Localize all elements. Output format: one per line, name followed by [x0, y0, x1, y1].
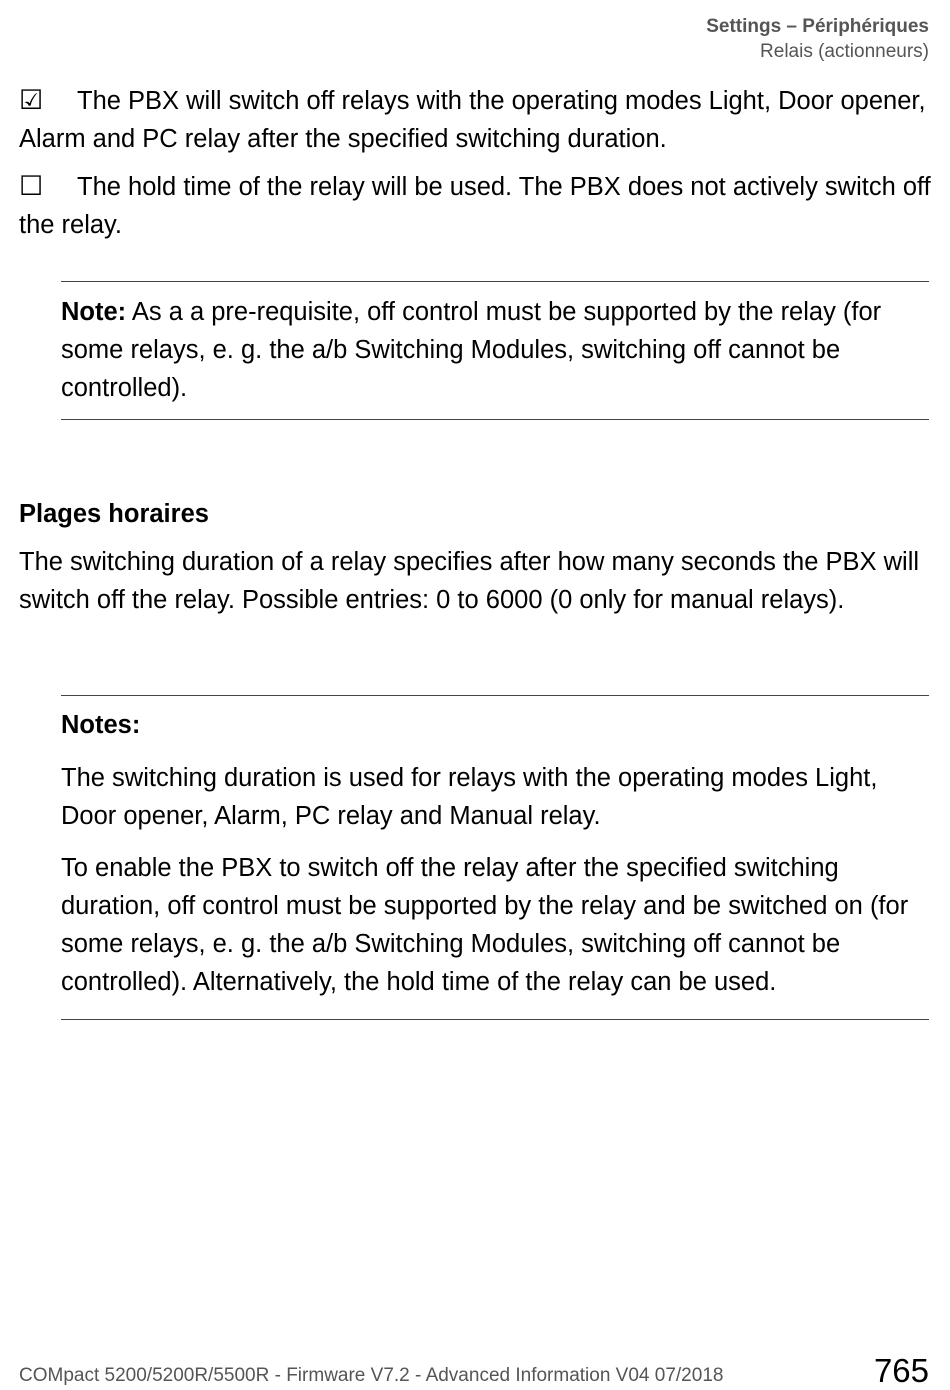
note-body: As a a pre-requisite, off control must be supported by the relay (for some relays, e. g. the a/b Switching Modules, switching off cannot be controlled).: [61, 298, 882, 402]
page-number: 765: [873, 1352, 929, 1389]
note-box: [61, 281, 929, 420]
notes-paragraph-2: To enable the PBX to switch off the relay after the specified switching duration, off control must be supported by the relay and be switched on (for some relays, e. g. the a/b Switching Modules, switching off cannot be controlled). Alternatively, the hold time of the relay can be used.: [61, 854, 909, 996]
checkbox-checked-icon: ☑: [19, 85, 44, 115]
page-header: [706, 14, 929, 64]
note-text: [61, 282, 929, 407]
notes-label-text: Notes:: [61, 711, 141, 739]
header-title: Settings – Périphériques: [706, 16, 929, 37]
option-disabled-text: The hold time of the relay will be used. The PBX does not actively switch off the relay.: [19, 173, 931, 239]
section-heading: Plages horaires: [19, 500, 209, 528]
option-enabled-text: The PBX will switch off relays with the operating modes Light, Door opener, Alarm and PC relay after the specified switching duration.: [19, 87, 926, 153]
notes-paragraph-1: The switching duration is used for relays with the operating modes Light, Door opener, Alarm, PC relay and Manual relay.: [61, 764, 878, 830]
note-label: Note:: [61, 298, 127, 326]
notes-box: [61, 695, 929, 1020]
option-enabled: [19, 81, 934, 158]
header-subtitle: Relais (actionneurs): [760, 41, 929, 62]
checkbox-unchecked-icon: ☐: [19, 171, 44, 201]
section-paragraph: The switching duration of a relay specifies after how many seconds the PBX will switch off the relay. Possible entries: 0 to 6000 (0 only for manual relays).: [19, 548, 920, 614]
option-disabled: [19, 167, 934, 244]
footer-text: COMpact 5200/5200R/5500R - Firmware V7.2 - Advanced Information V04 07/2018: [19, 1365, 724, 1386]
notes-label: [61, 696, 929, 744]
